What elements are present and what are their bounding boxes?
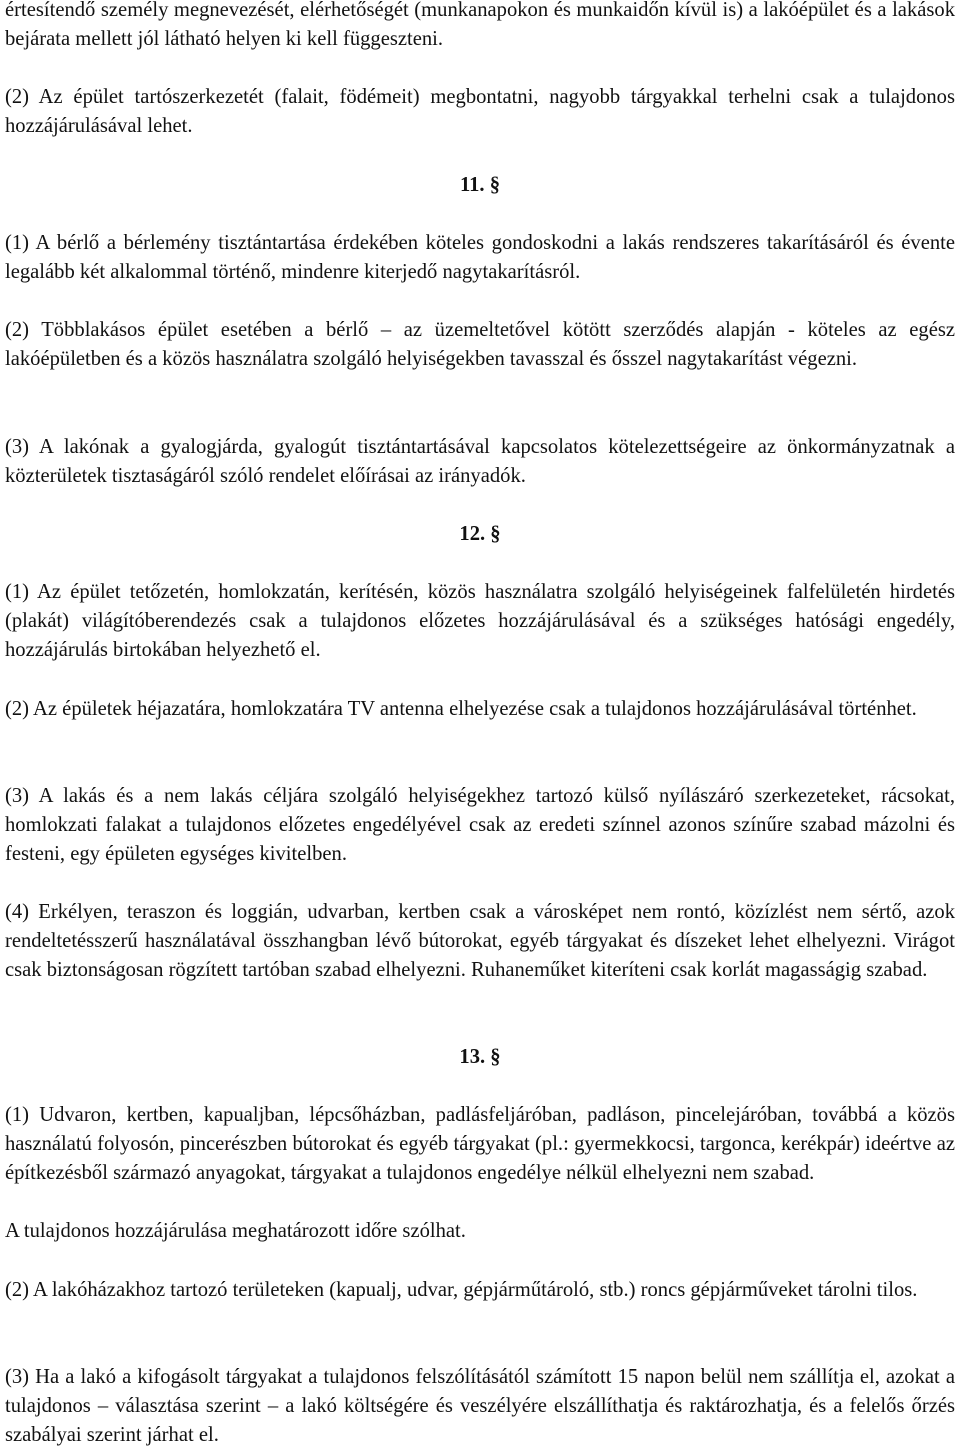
section-heading: 12. § bbox=[459, 523, 501, 545]
paragraph: A tulajdonos hozzájárulása meghatározott időre szólhat. bbox=[5, 1220, 466, 1242]
paragraph: (2) Az épületek héjazatára, homlokzatára TV antenna elhelyezése csak a tulajdonos hozzájárulásával történhet. bbox=[5, 698, 917, 720]
paragraph: (2) A lakóházakhoz tartozó területeken (kapualj, udvar, gépjárműtároló, stb.) roncs gépjárműveket tárolni tilos. bbox=[5, 1279, 918, 1301]
paragraph: (1) A bérlő a bérlemény tisztántartása érdekében köteles gondoskodni a lakás rendszeres takarításáról és évente legalább két alkalommal történő, mindenre kiterjedő nagytakarításról. bbox=[5, 232, 955, 283]
paragraph: értesítendő személy megnevezését, elérhetőségét (munkanapokon és munkaidőn kívül is) a lakóépület és a lakások bejárata mellett jól látható helyen ki kell függeszteni. bbox=[5, 0, 955, 50]
paragraph: (1) Udvaron, kertben, kapualjban, lépcsőházban, padlásfeljáróban, padláson, pincelejáróban, továbbá a közös használatú folyosón, pincerészben bútorokat és egyéb tárgyakat (pl.: gyermekkocsi, targonca, kerékpár) ideértve az építkezésből származó anyagokat, tárgyakat a tulajdonos engedélye nélkül elhelyezni nem szabad. bbox=[5, 1104, 955, 1184]
paragraph: (2) Az épület tartószerkezetét (falait, födémeit) megbontatni, nagyobb tárgyakkal terhelni csak a tulajdonos hozzájárulásával lehet. bbox=[5, 86, 955, 137]
paragraph: (1) Az épület tetőzetén, homlokzatán, kerítésén, közös használatra szolgáló helyiségeinek falfelületén hirdetés (plakát) világítóberendezés csak a tulajdonos előzetes hozzájárulásával és a szükséges hatósági engedély, hozzájárulás birtokában helyezhető el. bbox=[5, 581, 955, 661]
paragraph: (4) Erkélyen, teraszon és loggián, udvarban, kertben csak a városképet nem rontó, közízlést nem sértő, azok rendeltetésszerű használatával összhangban lévő bútorokat, egyéb tárgyakat és díszeket lehet elhelyezni. Virágot csak biztonságosan rögzített tartóban szabad elhelyezni. Ruhaneműket kiteríteni csak korlát magasságig szabad. bbox=[5, 901, 955, 981]
section-heading: 13. § bbox=[459, 1046, 501, 1068]
paragraph: (3) A lakónak a gyalogjárda, gyalogút tisztántartásával kapcsolatos kötelezettségeire az önkormányzatnak a közterületek tisztaságáról szóló rendelet előírásai az irányadók. bbox=[5, 436, 955, 487]
section-heading: 11. § bbox=[459, 174, 501, 196]
paragraph: (2) Többlakásos épület esetében a bérlő – az üzemeltetővel kötött szerződés alapján - köteles az egész lakóépületben és a közös használatra szolgáló helyiségekben tavasszal és ősszel nagytakarítást végezni. bbox=[5, 319, 955, 370]
paragraph: (3) A lakás és a nem lakás céljára szolgáló helyiségekhez tartozó külső nyílászáró szerkezeteket, rácsokat, homlokzati falakat a tulajdonos előzetes engedélyével csak az eredeti színnel azonos színűre szabad mázolni és festeni, egy épületen egységes kivitelben. bbox=[5, 785, 955, 865]
paragraph: (3) Ha a lakó a kifogásolt tárgyakat a tulajdonos felszólításától számított 15 napon belül nem szállítja el, azokat a tulajdonos – választása szerint – a lakó költségére és veszélyére elszállíthatja és raktározhatja, és a felelős őrzés szabályai szerint járhat el. bbox=[5, 1366, 955, 1446]
